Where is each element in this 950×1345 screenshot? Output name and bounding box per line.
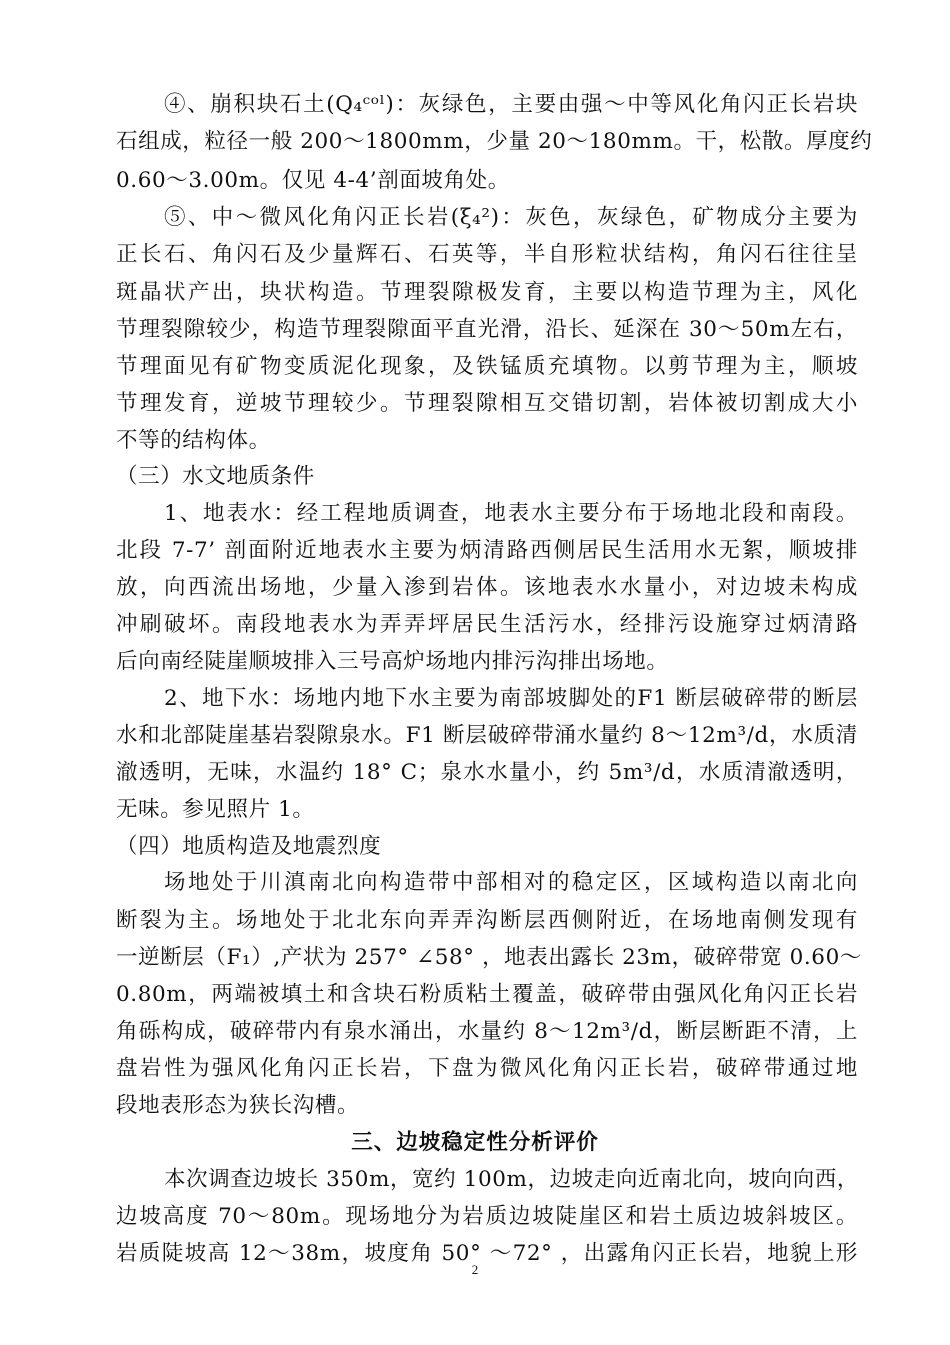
paragraph-line: ④、崩积块石土(Q₄ᶜᵒˡ)：灰绿色，主要由强～中等风化角闪正长岩块: [164, 92, 858, 117]
paragraph-line: 盘岩性为强风化角闪正长岩，下盘为微风化角闪正长岩，破碎带通过地: [116, 1056, 858, 1081]
paragraph-line: 节理面见有矿物变质泥化现象，及铁锰质充填物。以剪节理为主，顺坡: [116, 354, 858, 379]
page-number: 2: [471, 1262, 479, 1277]
paragraph-line: 正长石、角闪石及少量辉石、石英等，半自形粒状结构，角闪石往往呈: [116, 242, 858, 267]
paragraph-line: 澈透明，无味，水温约 18° C；泉水水量小，约 5m³/d，水质清澈透明，: [116, 760, 858, 785]
chapter-heading: 三、边坡稳定性分析评价: [351, 1130, 599, 1155]
paragraph-line: 冲刷破坏。南段地表水为弄弄坪居民生活污水，经排污设施穿过炳清路: [116, 612, 858, 637]
paragraph-line: 角砾构成，破碎带内有泉水涌出，水量约 8～12m³/d，断层断距不清，上: [116, 1019, 858, 1044]
paragraph-line: 1、地表水：经工程地质调查，地表水主要分布于场地北段和南段。: [164, 501, 858, 526]
paragraph-line: 0.80m，两端被填土和含块石粉质粘土覆盖，破碎带由强风化角闪正长岩: [116, 982, 858, 1007]
paragraph-line: 后向南经陡崖顺坡排入三号高炉场地内排污沟排出场地。: [116, 649, 669, 674]
paragraph-line: 2、地下水：场地内地下水主要为南部坡脚处的F1 断层破碎带的断层: [164, 686, 858, 711]
paragraph-line: ⑤、中～微风化角闪正长岩(ξ₄²)：灰色，灰绿色，矿物成分主要为: [164, 205, 858, 230]
paragraph-line: 节理裂隙较少，构造节理裂隙面平直光滑，沿长、延深在 30～50m左右，: [116, 317, 858, 342]
paragraph-line: 放，向西流出场地，少量入渗到岩体。该地表水水量小，对边坡未构成: [116, 575, 858, 600]
paragraph-line: 不等的结构体。: [116, 428, 271, 453]
paragraph-line: 0.60～3.00m。仅见 4-4’剖面坡角处。: [116, 168, 510, 193]
paragraph-line: 水和北部陡崖基岩裂隙泉水。F1 断层破碎带涌水量约 8～12m³/d，水质清: [116, 723, 858, 748]
paragraph-line: 断裂为主。场地处于北北东向弄弄沟断层西侧附近，在场地南侧发现有: [116, 908, 858, 933]
paragraph-line: 段地表形态为狭长沟槽。: [116, 1093, 360, 1118]
paragraph-line: 一逆断层（F₁）,产状为 257° ∠58° ，地表出露长 23m，破碎带宽 0.60～: [116, 945, 862, 970]
paragraph-line: 斑晶状产出，块状构造。节理裂隙极发育，主要以构造节理为主，风化: [116, 280, 858, 305]
paragraph-line: 石组成，粒径一般 200～1800mm，少量 20～180mm。干，松散。厚度约: [116, 129, 873, 154]
paragraph-line: 场地处于川滇南北向构造带中部相对的稳定区，区域构造以南北向: [164, 870, 858, 895]
paragraph-line: 本次调查边坡长 350m，宽约 100m，边坡走向近南北向，坡向向西，: [164, 1167, 860, 1192]
paragraph-line: 节理发育，逆坡节理较少。节理裂隙相互交错切割，岩体被切割成大小: [116, 391, 858, 416]
paragraph-line: 边坡高度 70～80m。现场地分为岩质边坡陡崖区和岩土质边坡斜坡区。: [116, 1204, 858, 1229]
paragraph-line: 无味。参见照片 1。: [116, 797, 315, 822]
section-heading: （四）地质构造及地震烈度: [116, 834, 382, 859]
section-heading: （三）水文地质条件: [116, 464, 315, 489]
paragraph-line: 岩质陡坡高 12～38m，坡度角 50° ～72° ，出露角闪正长岩，地貌上形: [116, 1241, 858, 1266]
paragraph-line: 北段 7-7’ 剖面附近地表水主要为炳清路西侧居民生活用水无絮，顺坡排: [116, 538, 858, 563]
